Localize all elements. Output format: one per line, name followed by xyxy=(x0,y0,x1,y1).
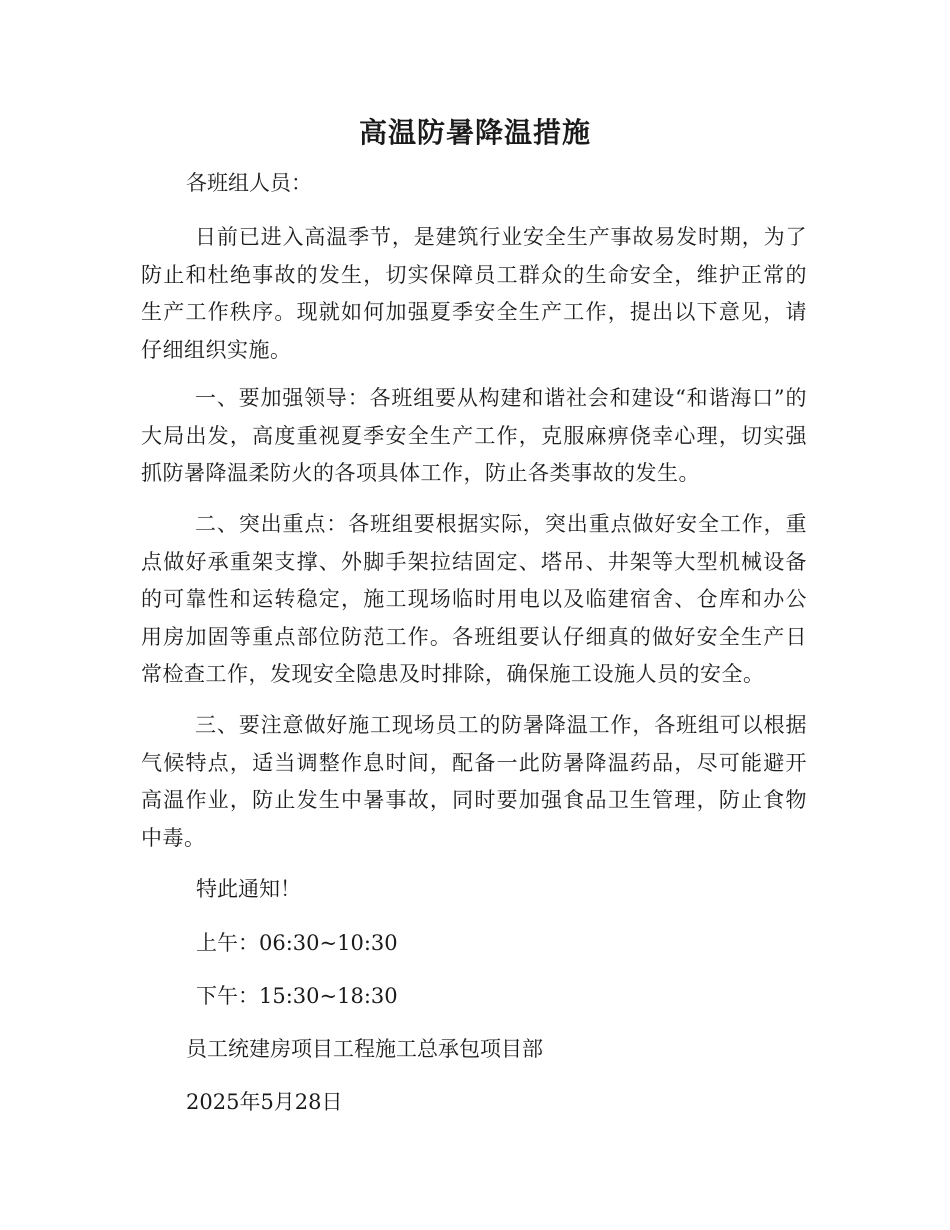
paragraph-key-points: 二、突出重点：各班组要根据实际，突出重点做好安全工作，重点做好承重架支撑、外脚手架拉结固定、塔吊、井架等大型机械设备的可靠性和运转稳定，施工现场临时用电以及临建宿舍、仓库和办公用房加固等重点部位防范工作。各班组要认仔细真的做好安全生产日常检查工作，发现安全隐患及时排除，确保施工设施人员的安全。 xyxy=(141,512,807,686)
issue-date: 2025年5月28日 xyxy=(186,1090,343,1114)
afternoon-hours: 下午：15:30~18:30 xyxy=(196,984,398,1008)
document-title: 高温防暑降温措施 xyxy=(358,116,591,149)
salutation: 各班组人员： xyxy=(186,171,312,195)
notice-text: 特此通知！ xyxy=(196,877,301,901)
morning-hours: 上午：06:30~10:30 xyxy=(196,931,398,955)
paragraph-heat-prevention: 三、要注意做好施工现场员工的防暑降温工作，各班组可以根据气候特点，适当调整作息时间，配备一此防暑降温药品，尽可能避开高温作业，防止发生中暑事故，同时要加强食品卫生管理，防止食物中毒。 xyxy=(141,713,807,850)
issuer: 员工统建房项目工程施工总承包项目部 xyxy=(186,1037,543,1061)
paragraph-intro: 日前已进入高温季节，是建筑行业安全生产事故易发时期，为了防止和杜绝事故的发生，切实保障员工群众的生命安全，维护正常的生产工作秩序。现就如何加强夏季安全生产工作，提出以下意见，请仔细组织实施。 xyxy=(141,225,807,362)
paragraph-leadership: 一、要加强领导：各班组要从构建和谐社会和建设“和谐海口”的大局出发，高度重视夏季安全生产工作，克服麻痹侥幸心理，切实强抓防暑降温柔防火的各项具体工作，防止各类事故的发生。 xyxy=(141,386,807,485)
